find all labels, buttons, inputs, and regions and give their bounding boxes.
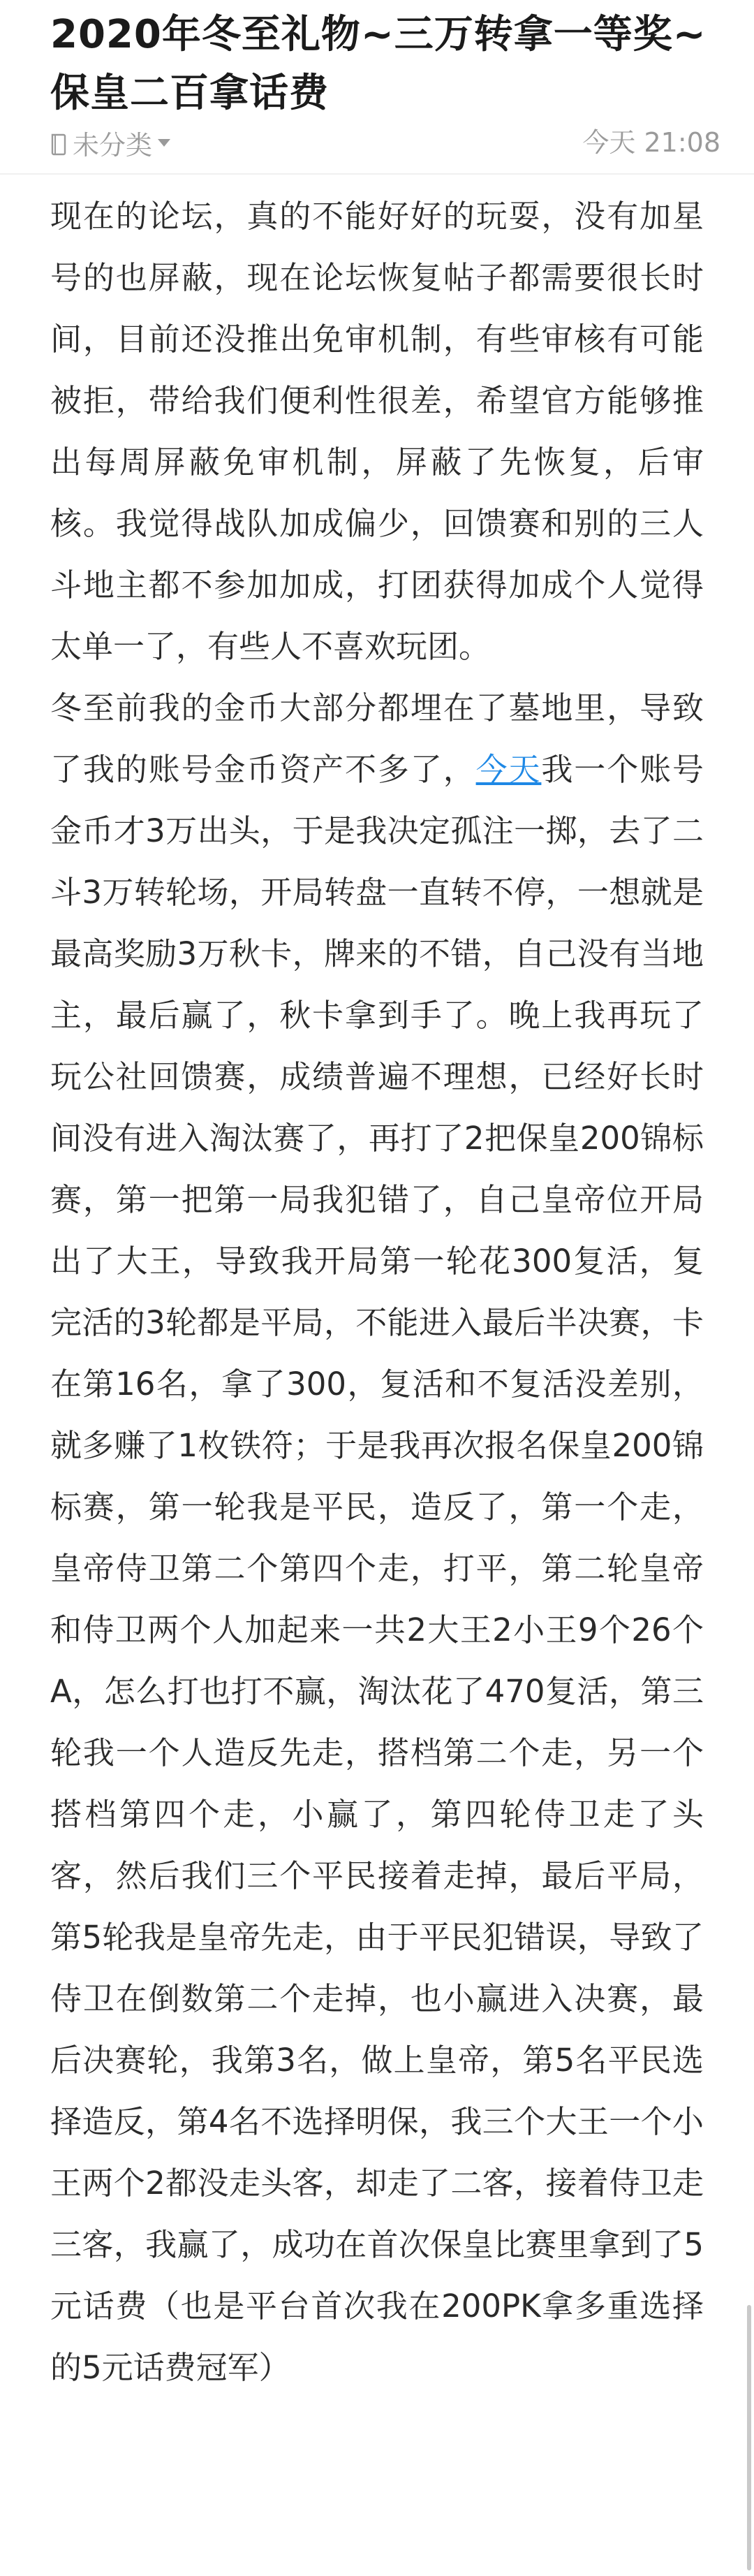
paragraph-2-text-after: 我一个账号金币才3万出头，于是我决定孤注一掷，去了二斗3万转轮场，开局转盘一直转不停，一想就是最高奖励3万秋卡，牌来的不错，自己没有当地主，最后赢了，秋卡拿到手了。晚上我再玩了玩公社回馈赛，成绩普遍不理想，已经好长时间没有进入淘汰赛了，再打了2把保皇200锦标赛，第一把第一局我犯错了，自己皇帝位开局出了大王，导致我开局第一轮花300复活，复完活的3轮都是平局，不能进入最后半决赛，卡在第16名，拿了300，复活和不复活没差别，就多赚了1枚铁符；于是我再次报名保皇200锦标赛，第一轮我是平民，造反了，第一个走，皇帝侍卫第二个第四个走，打平，第二轮皇帝和侍卫两个人加起来一共2大王2小王9个26个A，怎么打也打不赢，淘汰花了470复活，第三轮我一个人造反先走，搭档第二个走，另一个搭档第四个走，小赢了，第四轮侍卫走了头客，然后我们三个平民接着走掉，最后平局，第5轮我是皇帝先走，由于平民犯错误，导致了侍卫在倒数第二个走掉，也小赢进入决赛，最后决赛轮，我第3名，做上皇帝，第5名平民选择造反，第4名不选择明保，我三个大王一个小王两个2都没走头客，却走了二客，接着侍卫走三客，我赢了，成功在首次保皇比赛里拿到了5元话费（也是平台首次我在200PK拿多重选择的5元话费冠军） bbox=[50, 751, 704, 2386]
today-link[interactable]: 今天 bbox=[475, 751, 542, 788]
chevron-down-icon bbox=[158, 139, 170, 147]
paragraph-1: 现在的论坛，真的不能好好的玩耍，没有加星号的也屏蔽，现在论坛恢复帖子都需要很长时间，目前还没推出免审机制，有些审核有可能被拒，带给我们便利性很差，希望官方能够推出每周屏蔽免审机制，屏蔽了先恢复，后审核。我觉得战队加成偏少，回馈赛和别的三人斗地主都不参加加成，打团获得加成个人觉得太单一了，有些人不喜欢玩团。 bbox=[50, 198, 704, 665]
paragraph-2 bbox=[50, 678, 704, 2399]
scrollbar-thumb[interactable] bbox=[747, 2305, 751, 2570]
category-selector[interactable] bbox=[50, 123, 170, 162]
article-title bbox=[50, 6, 748, 123]
article-meta bbox=[50, 123, 720, 162]
title-line-2: 保皇二百拿话费 bbox=[50, 71, 329, 116]
article-body bbox=[50, 186, 704, 2399]
post-time: 今天 21:08 bbox=[582, 127, 720, 158]
paragraph-2-text-before: 冬至前我的金币大部分都埋在了墓地里，导致了我的账号金币资产不多了， bbox=[50, 689, 704, 788]
book-icon bbox=[50, 131, 67, 154]
header-divider bbox=[0, 173, 754, 175]
title-line-1: 2020年冬至礼物~三万转拿一等奖~ bbox=[50, 12, 707, 57]
category-label: 未分类 bbox=[73, 129, 153, 161]
